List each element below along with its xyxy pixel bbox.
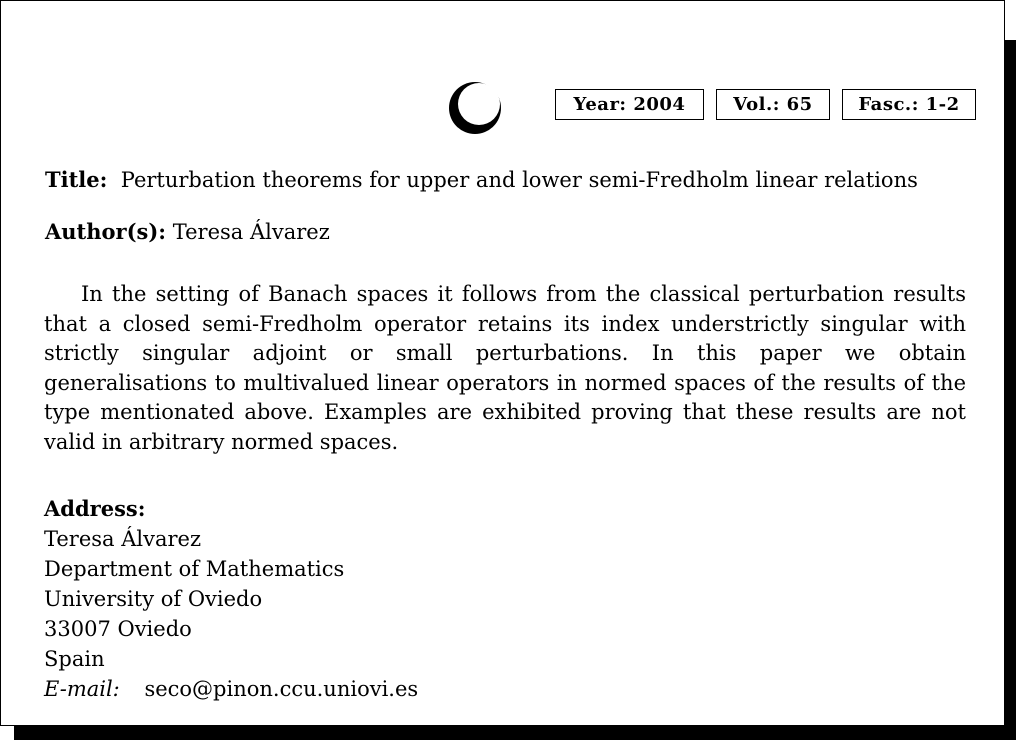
abstract: In the setting of Banach spaces it follows from the classical perturbation results that a closed semi-Fredholm operator retains its index understrictly singular with strictly singular adjoint or small perturbations. In this paper we obtain generalisations to multivalued linear operators in normed spaces of the results of the type mentionated above. Examples are exhibited proving that these results are not valid in arbitrary normed spaces. <box>44 282 966 454</box>
fascicle-badge: Fasc.: 1-2 <box>842 89 976 120</box>
address-name: Teresa Álvarez <box>44 527 202 551</box>
paper-authors: Teresa Álvarez <box>172 220 330 244</box>
address-department: Department of Mathematics <box>44 557 345 581</box>
year-badge: Year: 2004 <box>555 89 704 120</box>
title-label: Title: <box>45 167 108 192</box>
address-city: 33007 Oviedo <box>44 617 192 641</box>
email-label: E-mail: <box>44 677 120 701</box>
paper-title: Perturbation theorems for upper and lower semi-Fredholm linear relations <box>120 168 918 192</box>
journal-logo-icon <box>447 80 503 136</box>
authors-row <box>45 219 330 244</box>
address-block <box>44 494 418 704</box>
address-country: Spain <box>44 647 105 671</box>
authors-label: Author(s): <box>45 219 167 244</box>
address-label: Address: <box>44 496 146 521</box>
email-address[interactable]: seco@pinon.ccu.uniovi.es <box>144 677 419 701</box>
volume-badge: Vol.: 65 <box>716 89 830 120</box>
address-university: University of Oviedo <box>44 587 263 611</box>
title-row <box>45 167 918 192</box>
email-row <box>44 674 418 704</box>
